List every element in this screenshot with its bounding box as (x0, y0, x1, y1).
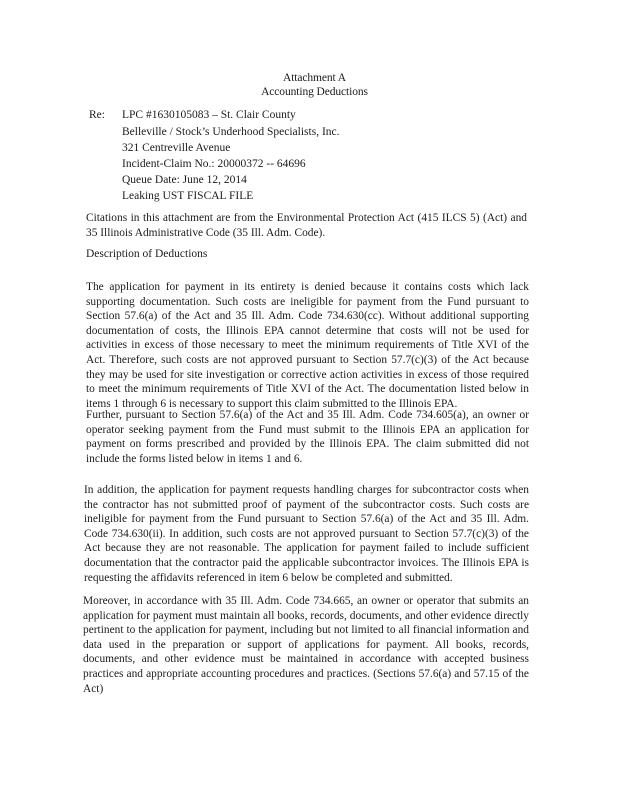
attachment-subtitle: Accounting Deductions (261, 86, 368, 98)
re-line-address: 321 Centreville Avenue (122, 142, 231, 154)
paragraph-handling-charges: In addition, the application for payment requests handling charges for subcontractor costs when the contractor has not submitted proof of payment of the subcontractor costs. Such costs are ineligible for payment from the Fund pursuant to Section 57.6(a) of the Act and 35 Ill. Adm. Code 734.630(ii). In addition, such costs are not approved pursuant to Section 57.7(c)(3) of the Act because they are not reasonable. The application for payment failed to include sufficient documentation that the contractor paid the applicable subcontractor invoices. The Illinois EPA is requesting the affidavits referenced in item 6 below be completed and submitted. (84, 484, 529, 584)
re-line-lpc: LPC #1630105083 – St. Clair County (122, 109, 296, 121)
paragraph-denial: The application for payment in its entirety is denied because it contains costs which lack supporting documentation. Such costs are ineligible for payment from the Fund pursuant to Section 57.6(a) of the Act and 35 Ill. Adm. Code 734.630(cc). Without additional supporting documentation of costs, the Illinois EPA cannot determine that costs will not be used for activities in excess of those necessary to meet the minimum requirements of Title XVI of the Act. Therefore, such costs are not approved pursuant to Section 57.7(c)(3) of the Act because they may be used for site investigation or corrective action activities in excess of those required to meet the minimum requirements of Title XVI of the Act. The documentation listed below in items 1 through 6 is necessary to support this claim submitted to the Illinois EPA. (86, 281, 529, 410)
re-line-claim-no: Incident-Claim No.: 20000372 -- 64696 (122, 158, 306, 170)
section-heading: Description of Deductions (86, 248, 208, 260)
re-label: Re: (89, 109, 105, 121)
re-line-queue-date: Queue Date: June 12, 2014 (122, 174, 247, 186)
citations-paragraph: Citations in this attachment are from the Environmental Protection Act (415 ILCS 5) (Act) and 35 Illinois Administrative Code (35 Ill. Adm. Code). (86, 212, 527, 239)
paragraph-records: Moreover, in accordance with 35 Ill. Adm. Code 734.665, an owner or operator that submits an application for payment must maintain all books, records, documents, and other evidence directly pertinent to the application for payment, including but not limited to all financial information and data used in the preparation or support of applications for payment. All books, records, documents, and other evidence must be maintained in accordance with accepted business practices and appropriate accounting procedures and practices. (Sections 57.6(a) and 57.15 of the Act) (83, 595, 529, 695)
re-line-fiscal-file: Leaking UST FISCAL FILE (122, 190, 254, 202)
attachment-title: Attachment A (283, 72, 346, 84)
re-line-site: Belleville / Stock’s Underhood Specialists, Inc. (122, 126, 340, 138)
paragraph-forms: Further, pursuant to Section 57.6(a) of the Act and 35 Ill. Adm. Code 734.605(a), an owner or operator seeking payment from the Fund must submit to the Illinois EPA an application for payment on forms prescribed and provided by the Illinois EPA. The claim submitted did not include the forms listed below in items 1 and 6. (86, 409, 529, 465)
